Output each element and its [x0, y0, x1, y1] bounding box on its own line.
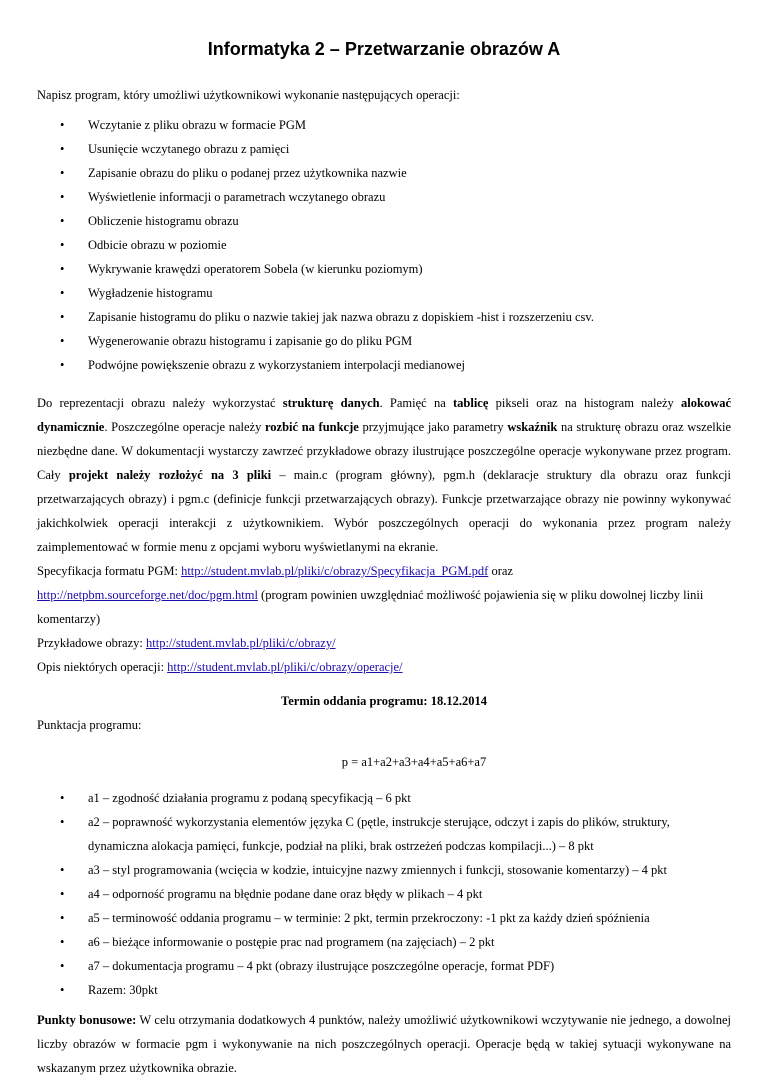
bullet-icon: • — [60, 983, 65, 997]
operation-item-text: Wykrywanie krawędzi operatorem Sobela (w kierunku poziomym) — [88, 262, 423, 276]
bonus-text: W celu otrzymania dodatkowych 4 punktów, należy umożliwić użytkownikowi wczytywanie nie jednego, a dowolnej liczby obrazów w formacie pgm i wykonywanie na nich poszczególnych operacji. Operacje będą w takiej sytuacji wykonywane na wskazanym przez użytkownika obrazie. — [37, 1013, 731, 1075]
scoring-item — [37, 786, 731, 810]
scoring-label: Punktacja programu: — [37, 718, 142, 732]
bullet-icon: • — [60, 214, 65, 228]
operation-item — [37, 233, 731, 257]
bullet-icon: • — [60, 815, 65, 829]
req-text: . Pamięć na — [379, 396, 453, 410]
bullet-icon: • — [60, 863, 65, 877]
req-bold: tablicę — [452, 396, 489, 410]
ops-desc-line — [37, 655, 731, 679]
operation-item-text: Wygenerowanie obrazu histogramu i zapisanie go do pliku PGM — [88, 334, 413, 348]
operation-item-text: Wyświetlenie informacji o parametrach wczytanego obrazu — [88, 190, 386, 204]
operation-item — [37, 257, 731, 281]
scoring-item-text: a7 – dokumentacja programu – 4 pkt (obrazy ilustrujące poszczególne operacje, format PDF) — [88, 959, 555, 973]
operation-item — [37, 305, 731, 329]
scoring-item — [37, 858, 731, 882]
spec-tail: (program powinien uwzględniać możliwość pojawienia się w pliku dowolnej liczby linii komentarzy) — [37, 588, 704, 626]
operation-item — [37, 329, 731, 353]
ops-desc-link[interactable]: http://student.mvlab.pl/pliki/c/obrazy/operacje/ — [167, 660, 403, 674]
bullet-icon: • — [60, 791, 65, 805]
operation-item — [37, 281, 731, 305]
req-text: na strukturę obrazu oraz wszelkie niezbędne dane. W dokumentacji wystarczy zawrzeć przykładowe obrazy ilustrujące poszczególne operacje wykonywane przez program. Cały — [37, 420, 731, 482]
operation-item-text: Obliczenie histogramu obrazu — [88, 214, 239, 228]
operations-list — [37, 113, 731, 377]
bullet-icon: • — [60, 262, 65, 276]
operation-item — [37, 185, 731, 209]
scoring-formula: p = a1+a2+a3+a4+a5+a6+a7 — [341, 754, 487, 769]
scoring-item-text: a6 – bieżące informowanie o postępie prac nad programem (na zajęciach) – 2 pkt — [88, 935, 495, 949]
req-text: Do reprezentacji obrazu należy wykorzystać — [37, 396, 283, 410]
bullet-icon: • — [60, 190, 65, 204]
scoring-item — [37, 978, 731, 1002]
scoring-item-text: a4 – odporność programu na błędnie podane dane oraz błędy w plikach – 4 pkt — [88, 887, 483, 901]
operation-item-text: Wczytanie z pliku obrazu w formacie PGM — [88, 118, 306, 132]
operation-item-text: Zapisanie histogramu do pliku o nazwie takiej jak nazwa obrazu z dopiskiem -hist i rozszerzeniu csv. — [88, 310, 594, 324]
bullet-icon: • — [60, 142, 65, 156]
scoring-item — [37, 882, 731, 906]
req-bold: projekt należy rozłożyć na 3 pliki — [68, 468, 272, 482]
req-bold: rozbić na funkcje — [264, 420, 359, 434]
operation-item-text: Odbicie obrazu w poziomie — [88, 238, 227, 252]
ops-desc-label: Opis niektórych operacji: — [37, 660, 168, 674]
operation-item-text: Podwójne powiększenie obrazu z wykorzystaniem interpolacji medianowej — [88, 358, 465, 372]
scoring-list — [37, 786, 731, 1002]
bullet-icon: • — [60, 911, 65, 925]
scoring-item-text: Razem: 30pkt — [88, 983, 158, 997]
scoring-item-text: a3 – styl programowania (wcięcia w kodzie, intuicyjne nazwy zmiennych i funkcji, stosowanie komentarzy) – 4 pkt — [88, 863, 667, 877]
scoring-item-text: a2 – poprawność wykorzystania elementów języka C (pętle, instrukcje sterujące, odczyt i zapis do plików, struktury, dynamiczna alokacja pamięci, funkcje, podział na pliki, brak ostrzeżeń podczas kompilacji...) – 8 pkt — [88, 815, 670, 853]
req-text: – main.c (program główny), pgm.h (deklaracje struktury dla obrazu oraz funkcji przetwarzających obrazy) i pgm.c (definicje funkcji przetwarzających obrazy). Funkcje przetwarzające obrazy nie powinny wykonywać jakichkolwiek operacji interakcji z użytkownikiem. Wybór poszczególnych operacji do wykonania przez program należy zaimplementować w formie menu z opcjami wyboru wyświetlanymi na ekranie. — [37, 468, 732, 554]
bullet-icon: • — [60, 238, 65, 252]
spec-mid: oraz — [488, 564, 513, 578]
operation-item-text: Wygładzenie histogramu — [88, 286, 213, 300]
operation-item — [37, 209, 731, 233]
operation-item-text: Usunięcie wczytanego obrazu z pamięci — [88, 142, 290, 156]
examples-label: Przykładowe obrazy: — [37, 636, 146, 650]
req-text: przyjmujące jako parametry — [358, 420, 508, 434]
deadline-text: Termin oddania programu: 18.12.2014 — [281, 694, 487, 708]
bullet-icon: • — [60, 166, 65, 180]
intro-text: Napisz program, który umożliwi użytkownikowi wykonanie następujących operacji: — [37, 88, 460, 102]
req-text: pikseli oraz na histogram należy — [488, 396, 682, 410]
document-page — [37, 38, 731, 1080]
operation-item — [37, 137, 731, 161]
operation-item — [37, 113, 731, 137]
spec-label: Specyfikacja formatu PGM: — [37, 564, 182, 578]
scoring-item — [37, 906, 731, 930]
examples-line — [37, 631, 731, 655]
operation-item — [37, 353, 731, 377]
netpbm-link[interactable]: http://netpbm.sourceforge.net/doc/pgm.html — [37, 588, 258, 602]
scoring-item — [37, 954, 731, 978]
bullet-icon: • — [60, 887, 65, 901]
document-title: Informatyka 2 – Przetwarzanie obrazów A — [207, 39, 561, 59]
examples-link[interactable]: http://student.mvlab.pl/pliki/c/obrazy/ — [146, 636, 336, 650]
requirements-paragraph — [37, 391, 731, 559]
bullet-icon: • — [60, 118, 65, 132]
scoring-item-text: a1 – zgodność działania programu z podaną specyfikacją – 6 pkt — [88, 791, 411, 805]
bonus-label: Punkty bonusowe: — [37, 1013, 137, 1027]
req-bold: alokować dynamicznie — [37, 396, 732, 434]
bullet-icon: • — [60, 310, 65, 324]
bullet-icon: • — [60, 358, 65, 372]
bullet-icon: • — [60, 286, 65, 300]
operation-item-text: Zapisanie obrazu do pliku o podanej przez użytkownika nazwie — [88, 166, 407, 180]
spec-line-2 — [37, 583, 731, 631]
spec-pdf-link[interactable]: http://student.mvlab.pl/pliki/c/obrazy/Specyfikacja_PGM.pdf — [181, 564, 489, 578]
bullet-icon: • — [60, 959, 65, 973]
scoring-item — [37, 810, 731, 858]
bonus-paragraph — [37, 1008, 731, 1080]
scoring-item — [37, 930, 731, 954]
req-text: . Poszczególne operacje należy — [104, 420, 265, 434]
spec-line — [37, 559, 731, 583]
bullet-icon: • — [60, 334, 65, 348]
req-bold: strukturę danych — [282, 396, 380, 410]
operation-item — [37, 161, 731, 185]
scoring-item-text: a5 – terminowość oddania programu – w terminie: 2 pkt, termin przekroczony: -1 pkt za każdy dzień spóźnienia — [88, 911, 650, 925]
bullet-icon: • — [60, 935, 65, 949]
req-bold: wskaźnik — [507, 420, 558, 434]
